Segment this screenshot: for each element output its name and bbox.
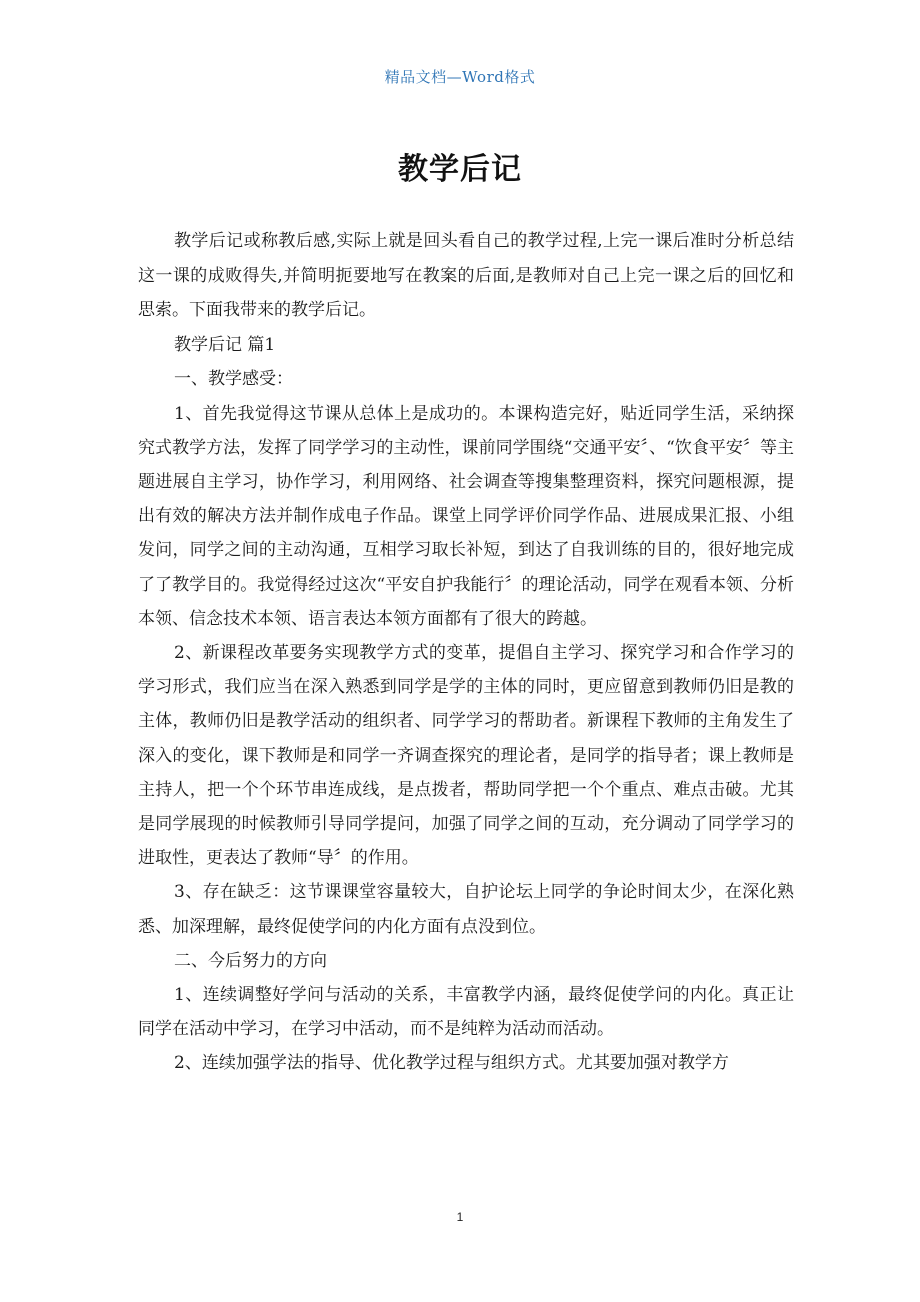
document-header: 精品文档—Word格式 <box>384 68 536 86</box>
document-title: 教学后记 <box>398 152 522 187</box>
paragraph-reflection-3: 3、存在缺乏：这节课课堂容量较大，自护论坛上同学的争论时间太少，在深化熟悉、加深理解，最终促使学问的内化方面有点没到位。 <box>138 882 794 937</box>
subheading-future-direction: 二、今后努力的方向 <box>174 950 327 971</box>
paragraph-direction-1: 1、连续调整好学问与活动的关系，丰富教学内涵，最终促使学问的内化。真正让同学在活动中学习，在学习中活动，而不是纯粹为活动而活动。 <box>138 984 794 1040</box>
paragraph-reflection-1: 1、首先我觉得这节课从总体上是成功的。本课构造完好，贴近同学生活，采纳探究式教学方法，发挥了同学学习的主动性，课前同学围绕“交通平安〞、“饮食平安〞等主题进展自主学习，协作学习，利用网络、社会调查等搜集整理资料，探究问题根源，提出有效的解决方法并制作成电子作品。课堂上同学评价同学作品、进展成果汇报、小组发问，同学之间的主动沟通，互相学习取长补短，到达了自我训练的目的，很好地完成了了教学目的。我觉得经过这次“平安自护我能行〞的理论活动，同学在观看本领、分析本领、信念技术本领、语言表达本领方面都有了很大的跨越。 <box>138 403 794 629</box>
document-body <box>138 224 794 1081</box>
subheading-teaching-reflections: 一、教学感受： <box>174 369 293 390</box>
intro-paragraph: 教学后记或称教后感,实际上就是回头看自己的教学过程,上完一课后准时分析总结这一课的成败得失,并简明扼要地写在教案的后面,是教师对自己上完一课之后的回忆和思索。下面我带来的教学后记。 <box>138 231 794 321</box>
paragraph-reflection-2: 2、新课程改革要务实现教学方式的变革，提倡自主学习、探究学习和合作学习的学习形式，我们应当在深入熟悉到同学是学的主体的同时，更应留意到教师仍旧是教的主体，教师仍旧是教学活动的组织者、同学学习的帮助者。新课程下教师的主角发生了深入的变化，课下教师是和同学一齐调查探究的理论者，是同学的指导者；课上教师是主持人，把一个个环节串连成线，是点拨者，帮助同学把一个个重点、难点击破。尤其是同学展现的时候教师引导同学提问，加强了同学之间的互动，充分调动了同学学习的进取性，更表达了教师“导〞的作用。 <box>138 642 794 869</box>
paragraph-direction-2: 2、连续加强学法的指导、优化教学过程与组织方式。尤其要加强对教学方 <box>174 1053 729 1074</box>
page-number: 1 <box>456 1210 464 1224</box>
section-heading-part-1: 教学后记 篇1 <box>174 335 276 356</box>
